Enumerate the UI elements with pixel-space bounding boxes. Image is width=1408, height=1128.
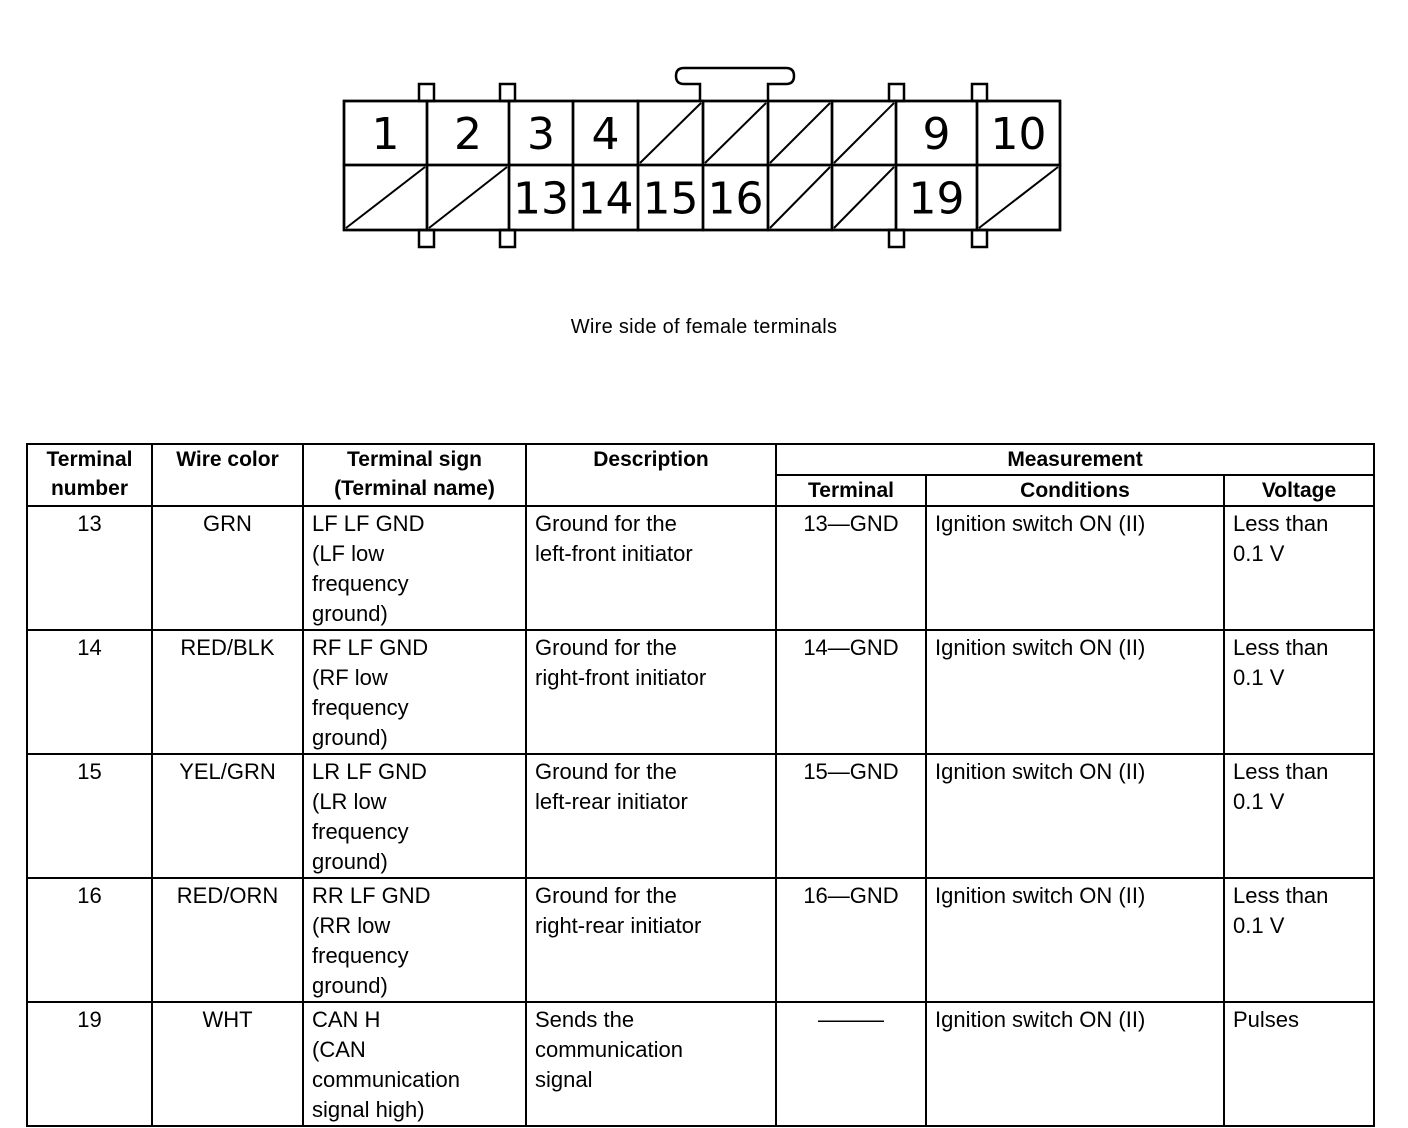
terminal-cavity: [896, 101, 977, 165]
header-measurement-terminal: Terminal: [776, 475, 926, 506]
terminal-number-label: 14: [577, 173, 634, 225]
unused-slash: [705, 103, 766, 163]
terminal-number-label: 9: [922, 109, 951, 160]
description-cell: Ground for the left-front initiator: [526, 506, 776, 630]
terminal-number-label: 2: [454, 109, 482, 160]
header-voltage: Voltage: [1224, 475, 1374, 506]
terminal-number-label: 4: [591, 109, 620, 160]
terminal-number-label: 1: [371, 109, 400, 160]
connector-tab: [972, 230, 987, 247]
header-measurement: Measurement: [776, 444, 1374, 475]
terminal-sign-cell: CAN H (CAN communication signal high): [303, 1002, 526, 1126]
voltage-cell: Less than 0.1 V: [1224, 630, 1374, 754]
terminal-cavity: [573, 165, 638, 230]
header-wire-color: Wire color: [152, 444, 303, 506]
header-terminal-number: Terminal number: [27, 444, 152, 506]
wire-color-cell: YEL/GRN: [152, 754, 303, 878]
terminal-table: [26, 443, 1375, 1127]
measurement-terminal-cell: 14—GND: [776, 630, 926, 754]
voltage-cell: Less than 0.1 V: [1224, 754, 1374, 878]
unused-cavity: [977, 165, 1060, 230]
unused-slash: [834, 103, 894, 163]
terminal-cavity: [509, 101, 573, 165]
terminal-number-label: 19: [908, 173, 965, 225]
conditions-cell: Ignition switch ON (II): [926, 630, 1224, 754]
wire-color-cell: GRN: [152, 506, 303, 630]
terminal-number-cell: 19: [27, 1002, 152, 1126]
unused-slash: [979, 167, 1058, 228]
description-cell: Ground for the right-rear initiator: [526, 878, 776, 1002]
terminal-number-cell: 15: [27, 754, 152, 878]
unused-slash: [429, 167, 507, 228]
unused-slash: [346, 167, 425, 228]
table-row: [27, 878, 1374, 1002]
wire-color-cell: RED/BLK: [152, 630, 303, 754]
table-row: [27, 506, 1374, 630]
unused-cavity: [832, 165, 896, 230]
table-row: [27, 1002, 1374, 1126]
unused-cavity: [427, 165, 509, 230]
unused-cavity: [768, 101, 832, 165]
connector-tab: [500, 84, 515, 101]
diagram-caption: Wire side of female terminals: [570, 316, 838, 338]
connector-diagram: [0, 0, 1408, 300]
connector-tab: [972, 84, 987, 101]
conditions-cell: Ignition switch ON (II): [926, 754, 1224, 878]
terminal-cavity: [344, 101, 427, 165]
unused-slash: [640, 103, 701, 163]
unused-slash: [770, 103, 830, 163]
measurement-terminal-cell: 15—GND: [776, 754, 926, 878]
terminal-cavity: [427, 101, 509, 165]
terminal-cavity: [573, 101, 638, 165]
terminal-cavity: [977, 101, 1060, 165]
unused-slash: [834, 167, 894, 228]
terminal-cavity: [703, 165, 768, 230]
connector-tab: [889, 230, 904, 247]
connector-latch: [676, 68, 794, 101]
unused-cavity: [638, 101, 703, 165]
wire-color-cell: WHT: [152, 1002, 303, 1126]
table-row: [27, 754, 1374, 878]
description-cell: Sends the communication signal: [526, 1002, 776, 1126]
measurement-terminal-cell: 16—GND: [776, 878, 926, 1002]
header-terminal-sign: Terminal sign (Terminal name): [303, 444, 526, 506]
connector-tab: [419, 230, 434, 247]
header-conditions: Conditions: [926, 475, 1224, 506]
terminal-sign-cell: LR LF GND (LR low frequency ground): [303, 754, 526, 878]
unused-slash: [770, 167, 830, 228]
terminal-sign-cell: RF LF GND (RF low frequency ground): [303, 630, 526, 754]
terminal-number-label: 16: [707, 173, 764, 225]
terminal-number-label: 10: [990, 109, 1047, 160]
voltage-cell: Pulses: [1224, 1002, 1374, 1126]
terminal-number-label: 13: [513, 173, 569, 225]
voltage-cell: Less than 0.1 V: [1224, 878, 1374, 1002]
description-cell: Ground for the right-front initiator: [526, 630, 776, 754]
terminal-number-cell: 13: [27, 506, 152, 630]
measurement-terminal-cell: ———: [776, 1002, 926, 1126]
connector-tab: [419, 84, 434, 101]
header-description: Description: [526, 444, 776, 506]
terminal-number-cell: 16: [27, 878, 152, 1002]
unused-cavity: [703, 101, 768, 165]
connector-tab: [889, 84, 904, 101]
terminal-number-cell: 14: [27, 630, 152, 754]
terminal-sign-cell: RR LF GND (RR low frequency ground): [303, 878, 526, 1002]
terminal-cavity: [509, 165, 573, 230]
terminal-number-label: 15: [642, 173, 699, 225]
unused-cavity: [768, 165, 832, 230]
unused-cavity: [832, 101, 896, 165]
conditions-cell: Ignition switch ON (II): [926, 878, 1224, 1002]
terminal-cavity: [638, 165, 703, 230]
terminal-cavity: [896, 165, 977, 230]
conditions-cell: Ignition switch ON (II): [926, 506, 1224, 630]
unused-cavity: [344, 165, 427, 230]
connector-tab: [500, 230, 515, 247]
voltage-cell: Less than 0.1 V: [1224, 506, 1374, 630]
conditions-cell: Ignition switch ON (II): [926, 1002, 1224, 1126]
terminal-sign-cell: LF LF GND (LF low frequency ground): [303, 506, 526, 630]
table-row: [27, 630, 1374, 754]
measurement-terminal-cell: 13—GND: [776, 506, 926, 630]
wire-color-cell: RED/ORN: [152, 878, 303, 1002]
terminal-number-label: 3: [527, 109, 555, 160]
description-cell: Ground for the left-rear initiator: [526, 754, 776, 878]
